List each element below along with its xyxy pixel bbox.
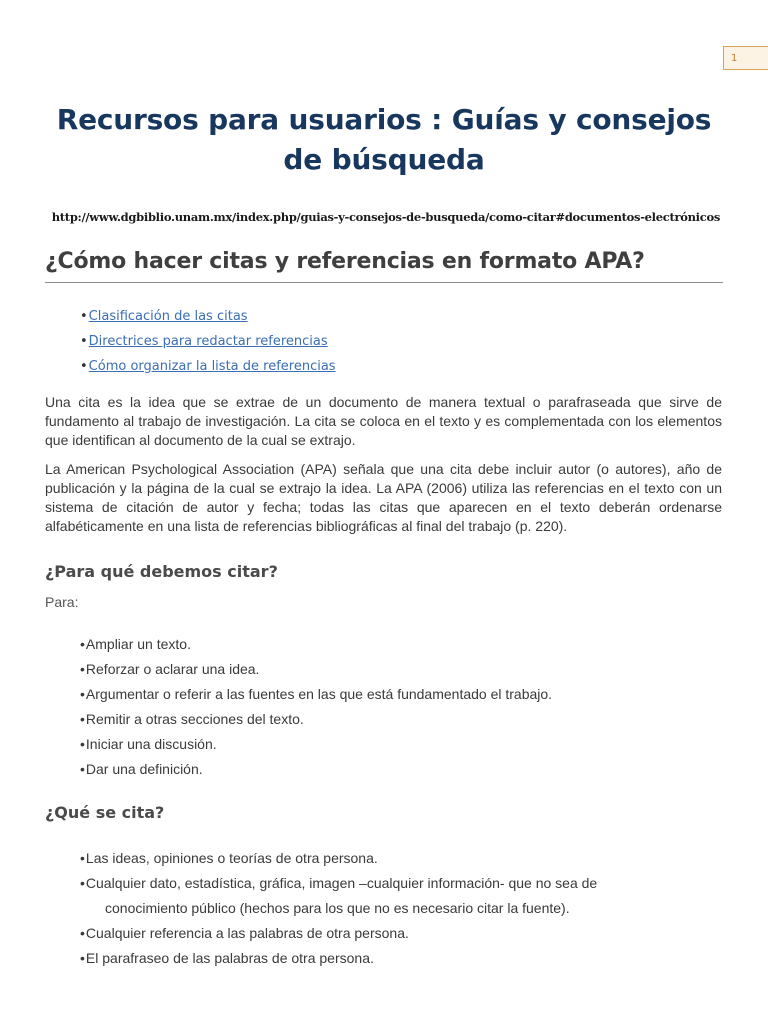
page-number-tab: 1 [723,46,768,70]
document-title: Recursos para usuarios : Guías y consejos de búsqueda [56,103,712,176]
link-organizar-lista[interactable]: Cómo organizar la lista de referencias [88,359,336,374]
link-list [80,304,336,379]
list-item: • Cualquier referencia a las palabras de otra persona. [80,921,597,946]
heading-what-cite: ¿Qué se cita? [45,803,165,822]
list-item: • Remitir a otras secciones del texto. [80,707,552,732]
heading-why-cite: ¿Para qué debemos citar? [45,562,278,581]
link-directrices-referencias[interactable]: Directrices para redactar referencias [88,334,328,349]
source-url: http://www.dgbiblio.unam.mx/index.php/guias-y-consejos-de-busqueda/como-citar#documentos-electrónicos [51,210,720,224]
list-item [80,329,336,354]
paragraph-apa: La American Psychological Association (APA) señala que una cita debe incluir autor (o autores), año de publicación y la página de la cual se extrajo la idea. La APA (2006) utiliza las referencias en el texto con un sistema de citación de autor y fecha; todas las citas que aparecen en el texto deberán ordenarse alfabéticamente en una lista de referencias bibliográficas al final del trabajo (p. 220). [45,461,722,534]
list-item [80,871,597,921]
intro-text: Para: [45,594,79,610]
paragraph-definition: Una cita es la idea que se extrae de un documento de manera textual o parafraseada que sirve de fundamento al trabajo de investigación. La cita se coloca en el texto y es complementada con los elementos que identifican al documento de la cual se extrajo. [45,394,722,448]
list-item: • Argumentar o referir a las fuentes en las que está fundamentado el trabajo. [80,682,552,707]
list-item: • El parafraseo de las palabras de otra persona. [80,946,597,971]
why-cite-list [80,632,552,782]
list-item: • Ampliar un texto. [80,632,552,657]
list-item: • Las ideas, opiniones o teorías de otra persona. [80,846,597,871]
list-item: • Reforzar o aclarar una idea. [80,657,552,682]
list-item-text: Cualquier dato, estadística, gráfica, imagen –cualquier información- que no sea de [85,875,598,891]
list-item [80,304,336,329]
list-item: • Iniciar una discusión. [80,732,552,757]
list-item-continuation: conocimiento público (hechos para los que no es necesario citar la fuente). [105,900,570,916]
list-item: • Dar una definición. [80,757,552,782]
list-item [80,354,336,379]
link-clasificacion-citas[interactable]: Clasificación de las citas [88,309,248,324]
what-cite-list [80,846,597,971]
section-title: ¿Cómo hacer citas y referencias en formato APA? [45,248,723,283]
